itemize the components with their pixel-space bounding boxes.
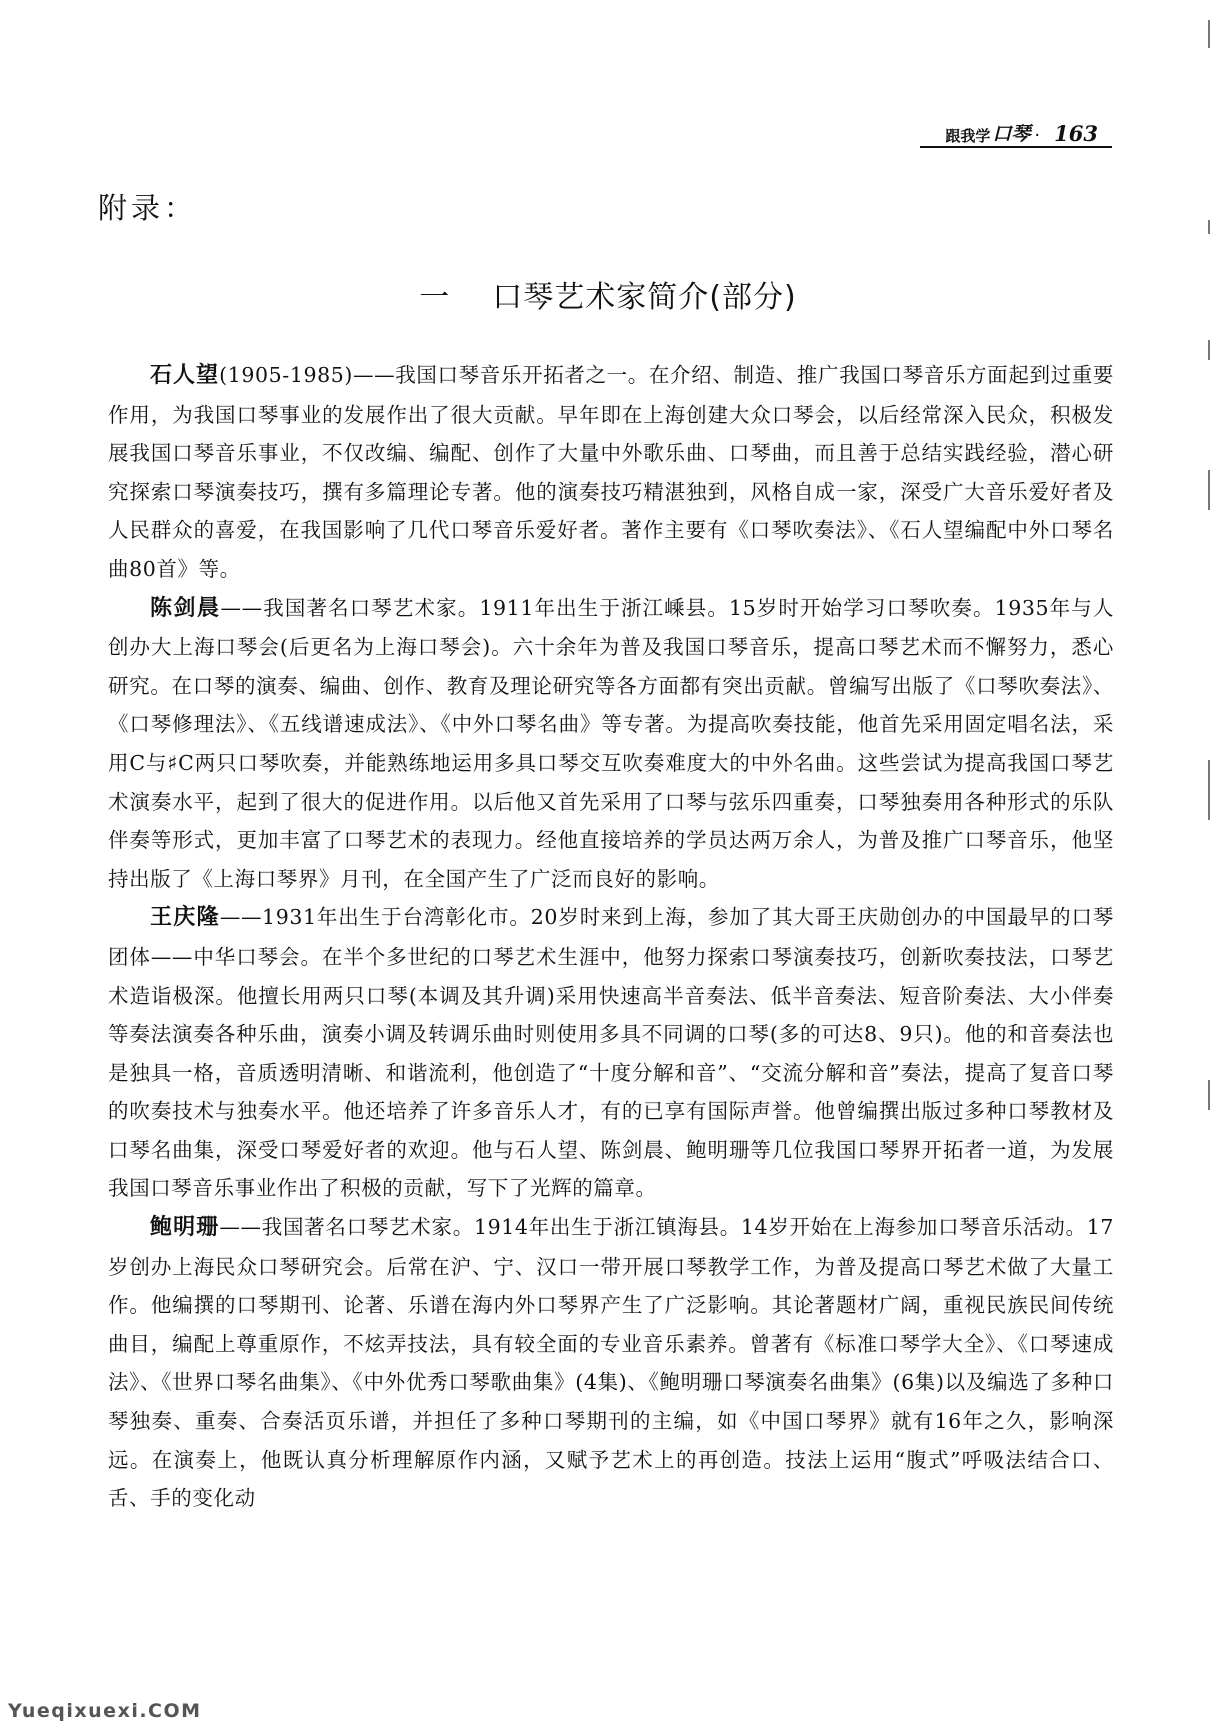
bio-text: ——1931年出生于台湾彰化市。20岁时来到上海，参加了其大哥王庆勋创办的中国最早的口琴团体——中华口琴会。在半个多世纪的口琴艺术生涯中，他努力探索口琴演奏技巧，创新吹奏技法，口琴艺术造诣极深。他擅长用两只口琴(本调及其升调)采用快速高半音奏法、低半音奏法、短音阶奏法、大小伴奏等奏法演奏各种乐曲，演奏小调及转调乐曲时则使用多具不同调的口琴(多的可达8、9只)。他的和音奏法也是独具一格，音质透明清晰、和谐流利，他创造了“十度分解和音”、“交流分解和音”奏法，提高了复音口琴的吹奏技术与独奏水平。他还培养了许多音乐人才，有的已享有国际声誉。他曾编撰出版过多种口琴教材及口琴名曲集，深受口琴爱好者的欢迎。他与石人望、陈剑晨、鲍明珊等几位我国口琴界开拓者一道，为发展我国口琴音乐事业作出了积极的贡献，写下了光辉的篇章。 xyxy=(108,905,1114,1201)
scan-edge-mark xyxy=(1208,20,1210,48)
scan-edge-mark xyxy=(1208,340,1210,360)
artist-name: 鲍明珊 xyxy=(150,1215,220,1241)
section-title-text: 口琴艺术家简介(部分) xyxy=(492,280,797,315)
artist-name: 陈剑晨 xyxy=(150,595,221,621)
scan-edge-mark xyxy=(1208,760,1210,820)
artist-name: 王庆隆 xyxy=(150,905,220,931)
artist-name: 石人望 xyxy=(150,363,220,388)
bio-paragraph xyxy=(108,1208,1114,1518)
scan-edge-mark xyxy=(1208,1080,1210,1110)
site-watermark: Yueqixuexi.COM xyxy=(8,1700,202,1722)
article-body xyxy=(108,356,1114,1518)
running-header xyxy=(920,116,1112,148)
scan-edge-mark xyxy=(1208,470,1210,510)
bio-paragraph xyxy=(108,356,1114,589)
header-separator-dot: · xyxy=(1034,125,1041,146)
appendix-label: 附录： xyxy=(98,191,198,225)
section-number: 一 xyxy=(419,280,451,315)
bio-paragraph xyxy=(108,898,1114,1208)
bio-text: (1905-1985)——我国口琴音乐开拓者之一。在介绍、制造、推广我国口琴音乐方面起到过重要作用，为我国口琴事业的发展作出了很大贡献。早年即在上海创建大众口琴会，以后经常深入民众，积极发展我国口琴音乐事业，不仅改编、编配、创作了大量中外歌乐曲、口琴曲，而且善于总结实践经验，潜心研究探索口琴演奏技巧，撰有多篇理论专著。他的演奏技巧精湛独到，风格自成一家，深受广大音乐爱好者及人民群众的喜爱，在我国影响了几代口琴音乐爱好者。著作主要有《口琴吹奏法》、《石人望编配中外口琴名曲80首》等。 xyxy=(108,363,1114,581)
bio-text: ——我国著名口琴艺术家。1914年出生于浙江镇海县。14岁开始在上海参加口琴音乐活动。17岁创办上海民众口琴研究会。后常在沪、宁、汉口一带开展口琴教学工作，为普及提高口琴艺术做了大量工作。他编撰的口琴期刊、论著、乐谱在海内外口琴界产生了广泛影响。其论著题材广阔，重视民族民间传统曲目，编配上尊重原作，不炫弄技法，具有较全面的专业音乐素养。曾著有《标准口琴学大全》、《口琴速成法》、《世界口琴名曲集》、《中外优秀口琴歌曲集》(4集)、《鲍明珊口琴演奏名曲集》(6集)以及编选了多种口琴独奏、重奏、合奏活页乐谱，并担任了多种口琴期刊的主编，如《中国口琴界》就有16年之久，影响深远。在演奏上，他既认真分析理解原作内涵，又赋予艺术上的再创造。技法上运用“腹式”呼吸法结合口、舌、手的变化动 xyxy=(108,1215,1114,1511)
book-series-label: 跟我学 xyxy=(945,127,991,145)
section-title xyxy=(0,272,1216,316)
bio-text: ——我国著名口琴艺术家。1911年出生于浙江嵊县。15岁时开始学习口琴吹奏。1935年与人创办大上海口琴会(后更名为上海口琴会)。六十余年为普及我国口琴音乐，提高口琴艺术而不懈努力，悉心研究。在口琴的演奏、编曲、创作、教育及理论研究等各方面都有突出贡献。曾编写出版了《口琴吹奏法》、《口琴修理法》、《五线谱速成法》、《中外口琴名曲》等专著。为提高吹奏技能，他首先采用固定唱名法，采用C与♯C两只口琴吹奏，并能熟练地运用多具口琴交互吹奏难度大的中外名曲。这些尝试为提高我国口琴艺术演奏水平，起到了很大的促进作用。以后他又首先采用了口琴与弦乐四重奏，口琴独奏用各种形式的乐队伴奏等形式，更加丰富了口琴艺术的表现力。经他直接培养的学员达两万余人，为普及推广口琴音乐，他坚持出版了《上海口琴界》月刊，在全国产生了广泛而良好的影响。 xyxy=(108,595,1114,891)
page-number: 163 xyxy=(1054,121,1098,146)
scan-edge-mark xyxy=(1208,220,1210,234)
book-title-harmonica: 口琴 xyxy=(992,123,1031,145)
bio-paragraph xyxy=(108,589,1114,899)
